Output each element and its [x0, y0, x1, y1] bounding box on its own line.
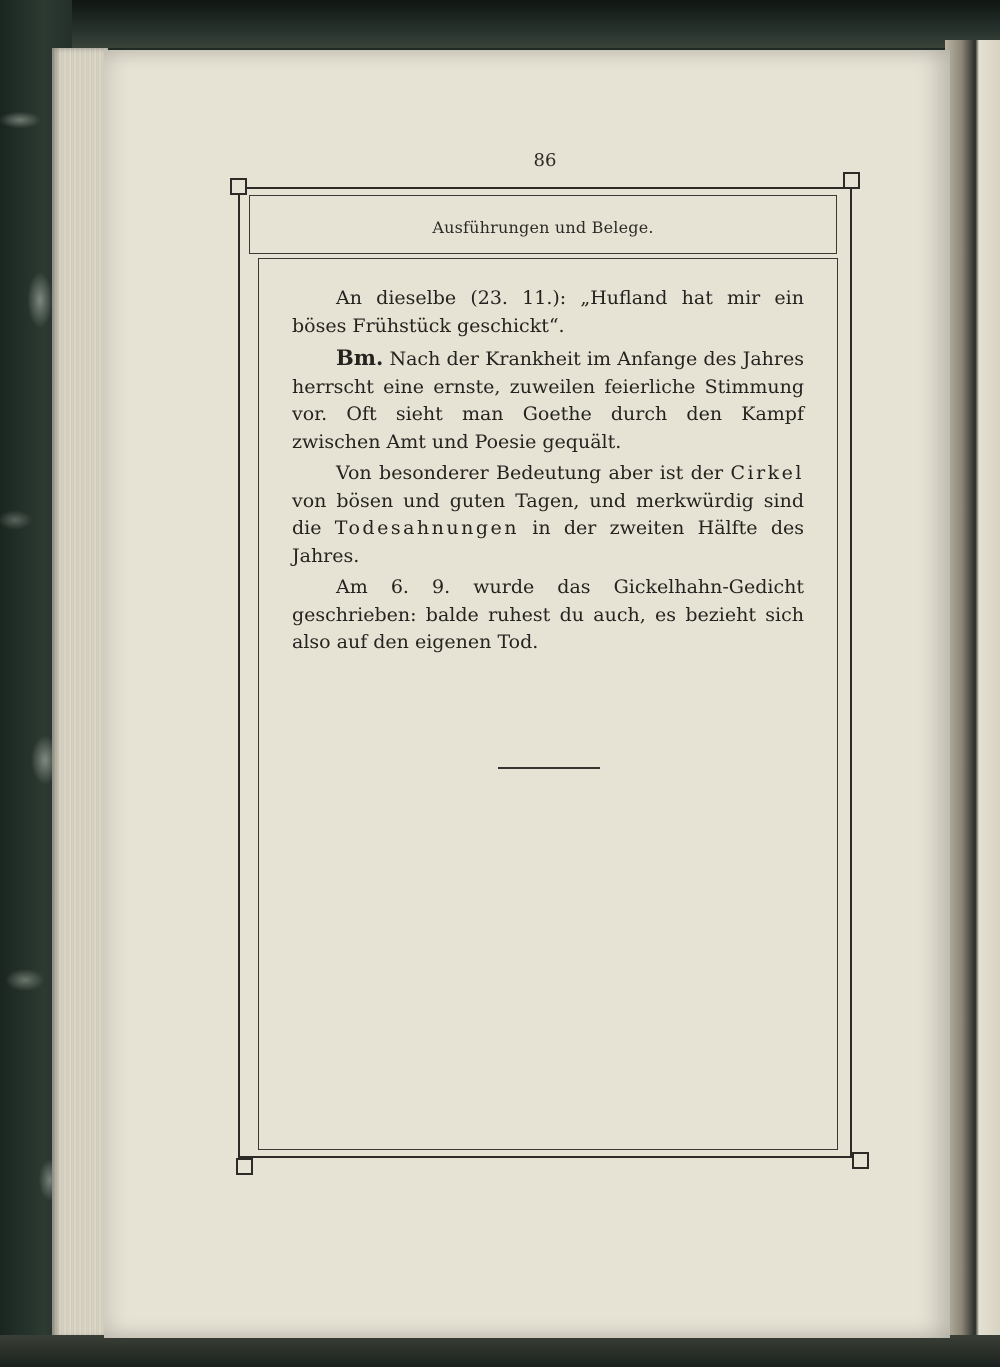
page-number: 86: [533, 150, 557, 171]
emphasis-todesahnungen: Todesahnungen: [334, 517, 519, 539]
paragraph-3-text-b: von bösen und guten Tagen, und merkwürdig sind die: [292, 489, 804, 539]
section-end-rule: [498, 767, 600, 769]
paragraph-2-text: Nach der Krankheit im Anfange des Jahres herrscht eine ernste, zuweilen feierliche Stimmung vor. Oft sieht man Goethe durch den Kampf zwischen Amt und Poesie gequält.: [292, 348, 804, 453]
frame-corner-top-left: [230, 178, 247, 195]
frame-corner-bottom-left: [236, 1158, 253, 1175]
book-cover-bottom: [0, 1335, 1000, 1367]
paragraph-3: [292, 460, 804, 570]
frame-bottom-rule: [238, 1156, 860, 1158]
page-edges: [52, 48, 108, 1338]
emphasis-cirkel: Cirkel: [730, 462, 804, 484]
paragraph-2: [292, 344, 804, 456]
running-header-box: [249, 195, 837, 254]
frame-corner-bottom-right: [852, 1152, 869, 1169]
paragraph-label-bm: Bm.: [336, 345, 384, 370]
paragraph-4: Am 6. 9. wurde das Gickelhahn-Gedicht geschrieben: balde ruhest du auch, es bezieht sich also auf den eigenen Tod.: [292, 576, 804, 653]
paragraph-3-text-a: Von besonderer Bedeutung aber ist der: [336, 462, 731, 484]
running-header: Ausführungen und Belege.: [432, 218, 654, 237]
frame-right-rule: [850, 187, 852, 1158]
frame-corner-top-right: [843, 172, 860, 189]
body-text: [292, 285, 804, 657]
facing-page-edge: [945, 40, 1000, 1340]
frame-left-rule: [238, 187, 240, 1158]
frame-top-rule: [238, 187, 852, 189]
book-cover-top: [0, 0, 1000, 48]
paragraph-1: An dieselbe (23. 11.): „Hufland hat mir ein böses Frühstück geschickt“.: [292, 287, 804, 337]
paragraph-3-text-c: in der zweiten Hälfte des Jahres.: [292, 517, 804, 567]
